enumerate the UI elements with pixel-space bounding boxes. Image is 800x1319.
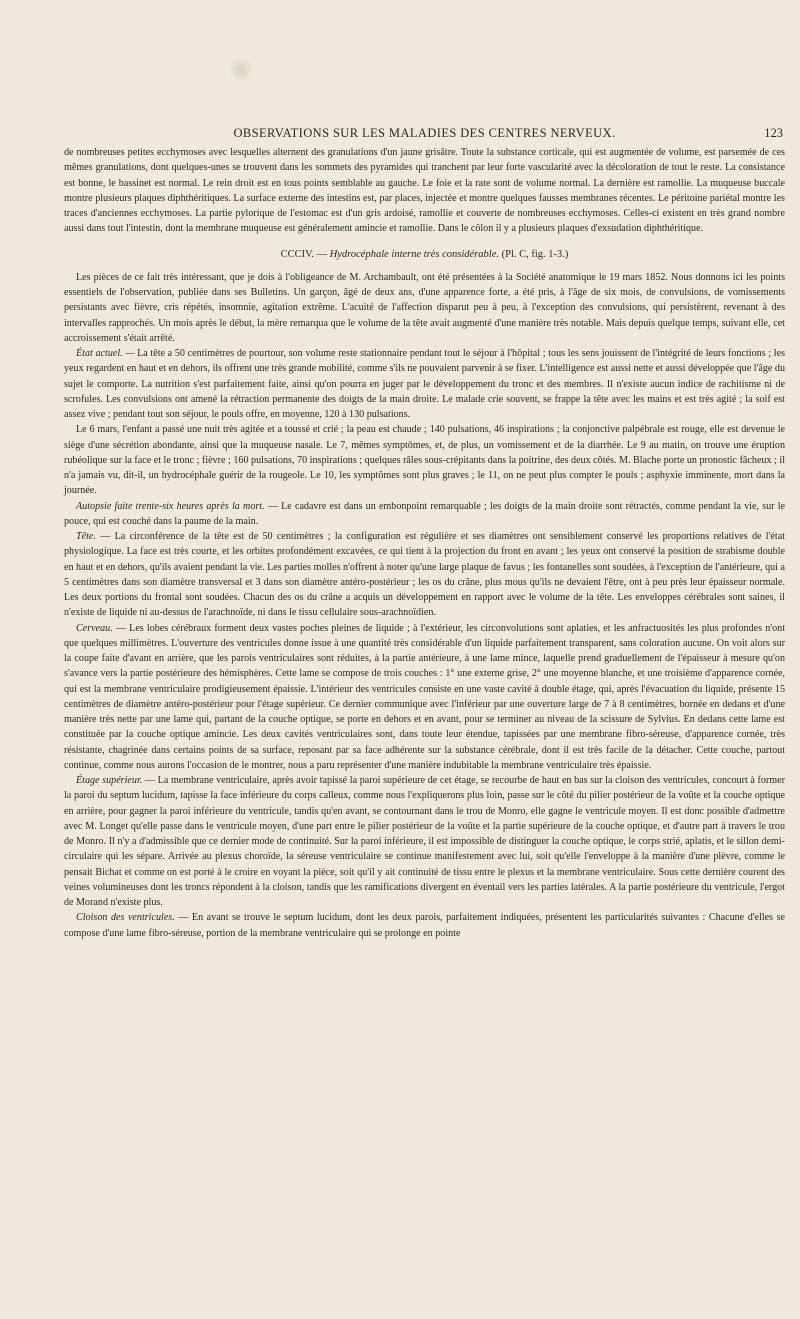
page-header: [64, 126, 785, 142]
paragraph-etat-actuel: [64, 346, 785, 422]
paragraph-text: — Les lobes cérébraux forment deux vastes poches pleines de liquide ; à l'extérieur, les circonvolutions sont aplaties, et les anfractuosités les plus profondes n'ont que quelques millimètres. L'ouverture des ventricules donne issue à une quantité très considérable d'un liquide parfaitement transparent, sans coloration aucune. On voit alors sur la coupe faite d'avant en arrière, que les parois ventriculaires sont réduites, à la partie antérieure, à une lame mince, laquelle prend graduellement de l'épaisseur à mesure qu'on s'avance vers la partie postérieure des hémisphères. Cette lame se compose de trois couches : 1° une externe grise, 2° une moyenne blanche, et une troisième d'apparence cornée, qui est la membrane ventriculaire prodigieusement épaissie. L'intérieur des ventricules consiste en une vaste cavité à double étage, qui, après l'évacuation du liquide, présente 15 centimètres de diamètre antéro-postérieur pour l'étage supérieur. Ce dernier communique avec l'inférieur par une ouverture large de 7 à 8 centimètres, bornée en dedans et d'une manière très nette par une lame qui, partant de la couche optique, se porte en dehors et en avant, pour se terminer au niveau de la scissure de Sylvius. En dedans cette lame est constituée par la couche optique amincie. Les deux cavités ventriculaires sont, dans toute leur étendue, tapissées par une membrane fibro-séreuse, d'apparence cornée, très résistante, chagrinée dans certains points de sa surface, reposant par sa face adhérente sur la substance cérébrale, dont il est très facile de la détacher. Cette couche, partout continue, comme nous aurons l'occasion de le montrer, nous a paru représenter d'une manière indubitable la membrane ventriculaire très épaissie.: [64, 622, 785, 771]
page-number: 123: [764, 126, 783, 140]
paragraph-lead: Étage supérieur.: [76, 775, 143, 786]
paragraph-etage-superieur: [64, 773, 785, 910]
paragraph-autopsie: [64, 499, 785, 530]
paragraph-intro: Les pièces de ce fait très intéressant, que je dois à l'obligeance de M. Archambault, ont été présentées à la Société anatomique le 19 mars 1852. Nous donnons ici les points essentiels de l'observation, publiée dans ses Bulletins. Un garçon, âgé de deux ans, d'une apparence forte, a été pris, à l'âge de six mois, de convulsions, de vomissements persistants avec fièvre, cris répétés, insomnie, agitation extrême. L'acuité de l'affection disparut peu à peu, à l'exception des convulsions, qui persistèrent, revenant à des intervalles rapprochés. Un mois après le début, la mère remarqua que le volume de la tête avait augmenté d'une manière très notable. Mais depuis quelque temps, suivant elle, cet accroissement s'était arrêté.: [64, 271, 785, 344]
plate-reference: (Pl. C, fig. 1-3.): [501, 248, 569, 260]
paper-stain: [228, 58, 254, 82]
paragraph-text: — La circonférence de la tête est de 50 centimètres ; la configuration est régulière et ses diamètres ont sensiblement conservé les proportions relatives de l'état physiologique. La face est très courte, et les orbites profondément excavées, ce qui tient à la projection du front en avant ; les yeux ont conservé la position de strabisme double en haut et en dehors, qu'ils avaient pendant la vie. Les parties molles n'offrent à noter qu'une large plaque de favus ; les fontanelles sont soudées, à l'exception de l'antérieure, qui a 5 centimètres dans son diamètre transversal et 3 dans son diamètre antéro-postérieur ; les os du crâne, plus mous qu'ils ne devaient l'être, ont à peu près leur épaisseur normale. Les deux portions du frontal sont soudées. Chacun des os du crâne a acquis un développement en rapport avec le volume de la tête. Les enveloppes cérébrales sont saines, il n'existe de liquide ni au-dessus de l'arachnoïde, ni dans le tissu cellulaire sous-arachnoïdien.: [64, 531, 785, 619]
observation-title: [64, 247, 785, 262]
paragraph-progression: Le 6 mars, l'enfant a passé une nuit très agitée et a toussé et crié ; la peau est chaude ; 140 pulsations, 46 inspirations ; la conjonctive palpébrale est rouge, elle est devenue le siège d'une sécrétion abondante, ainsi que la muqueuse nasale. Le 7, mêmes symptômes, et, de plus, un vomissement et de la diarrhée. Le 9 au matin, on trouve une éruption rubéolique sur la face et le tronc ; fièvre ; 160 pulsations, 70 inspirations ; quelques râles sous-crépitants dans la poitrine, des deux côtés. M. Blache porte un pronostic fâcheux ; il n'a jamais vu, dit-il, un hydrocéphale guérir de la rougeole. Le 10, les symptômes sont plus graves ; le 11, on ne peut plus compter le pouls ; asphyxie imminente, mort dans la journée.: [64, 424, 785, 497]
paragraph-text: — Le cadavre est dans un embonpoint remarquable ; les doigts de la main droite sont rétractés, comme pendant la vie, sur le pouce, qui est couché dans la paume de la main.: [64, 500, 785, 527]
paragraph-lead: Cerveau.: [76, 622, 113, 634]
paragraph-lead: Autopsie faite trente-six heures après la mort.: [76, 500, 265, 512]
paragraph-text: — En avant se trouve le septum lucidum, dont les deux parois, parfaitement indiquées, présentent les particularités suivantes : Chacune d'elles se compose d'une lame fibro-séreuse, portion de la membrane ventriculaire qui se prolonge en pointe: [64, 912, 785, 939]
paragraph-cloison: [64, 910, 785, 941]
observation-heading: Hydrocéphale interne très considérable.: [329, 248, 500, 260]
running-title: OBSERVATIONS SUR LES MALADIES DES CENTRES NERVEUX.: [233, 126, 616, 140]
paragraph-lead: Cloison des ventricules.: [76, 912, 175, 924]
paragraph-cerveau: [64, 621, 785, 774]
paragraph-lead: État actuel. —: [76, 348, 135, 359]
body-text: [64, 145, 785, 941]
paragraph-text: La tête a 50 centimètres de pourtour, son volume reste stationnaire pendant tout le séjour à l'hôpital ; tous les sens jouissent de l'intégrité de leurs fonctions ; les yeux regardent en haut et en dehors, ils offrent une très grande mobilité, comme s'ils ne pouvaient parvenir à se fixer. L'intelligence est aussi nette et aussi développée que l'âge du sujet le comporte. La nutrition s'est parfaitement faite, ainsi qu'on pourra en juger par le développement du tronc et des membres. Il n'existe aucun indice de rachitisme ni de scrofules. Les convulsions ont amené la rétraction permanente des doigts de la main droite. Le malade crie souvent, se frappe la tête avec les mains et est très agité ; la soif est assez vive ; pendant tout son séjour, le pouls offre, en moyenne, 120 à 130 pulsations.: [64, 348, 785, 420]
paragraph-tete: [64, 529, 785, 621]
paragraph-lead: Tête.: [76, 531, 96, 542]
observation-number: CCCIV. —: [280, 248, 328, 260]
paragraph-continuation: de nombreuses petites ecchymoses avec lesquelles alternent des granulations d'un jaune grisâtre. Toute la substance corticale, qui est augmentée de volume, est parsemée de ces mêmes granulations, dont quelques-unes se trouvent dans les sommets des pyramides qui tranchent par leur forte vascularité avec la décoloration de tout le reste. La consistance est bonne, le bassinet est normal. Le rein droit est en tous points semblable au gauche. Le foie et la rate sont de volume normal. La dernière est ramollie. La muqueuse buccale montre plusieurs plaques diphthéritiques. La surface externe des intestins est, par places, injectée et montre quelques fausses membranes récentes. Le péritoine pariétal montre les traces d'anciennes ecchymoses. La partie pylorique de l'estomac est d'un gris ardoisé, ramollie et couverte de nombreuses ecchymoses. Celles-ci existent en très grand nombre aussi dans tout l'intestin, dont la membrane muqueuse est généralement amincie et ramollie. Dans le côlon il y a plusieurs plaques d'exsudation diphthéritique.: [64, 147, 785, 235]
paragraph-text: — La membrane ventriculaire, après avoir tapissé la paroi supérieure de cet étage, se recourbe de haut en bas sur la cloison des ventricules, concourt à former la paroi du septum lucidum, tapisse la face inférieure du corps calleux, comme nous l'expliquerons plus loin, passe sur le côté du pilier postérieur de la voûte et la couche optique en arrière, pour gagner la paroi inférieure du ventricule, tandis qu'en avant, se contournant dans le trou de Monro, elle gagne le ventricule moyen. Il est donc possible d'admettre avec M. Longet qu'elle passe dans le ventricule moyen, d'une part entre le pilier postérieur de la voûte et la partie supérieure de la couche optique, et d'autre part à travers le trou de Monro. Il n'y a d'admissible que ce dernier mode de continuité. Sur la paroi inférieure, il est impossible de distinguer la couche optique, le corps strié, aplatis, et le sillon demi-circulaire qui les sépare. Arrivée au plexus choroïde, la séreuse ventriculaire se continue manifestement avec lui, soit qu'elle l'enveloppe à la manière d'une plèvre, comme le pensait Bichat et comme on est porté à le croire en voyant la pièce, soit qu'il y ait continuité de tissu entre le plexus et la membrane ventriculaire. Sous cette dernière courent des veines volumineuses dont les troncs répondent à la cloison, tandis que les ramifications divergent en éventail vers les parties latérales. A la partie postérieure du ventricule, l'ergot de Morand n'existe plus.: [64, 775, 785, 908]
